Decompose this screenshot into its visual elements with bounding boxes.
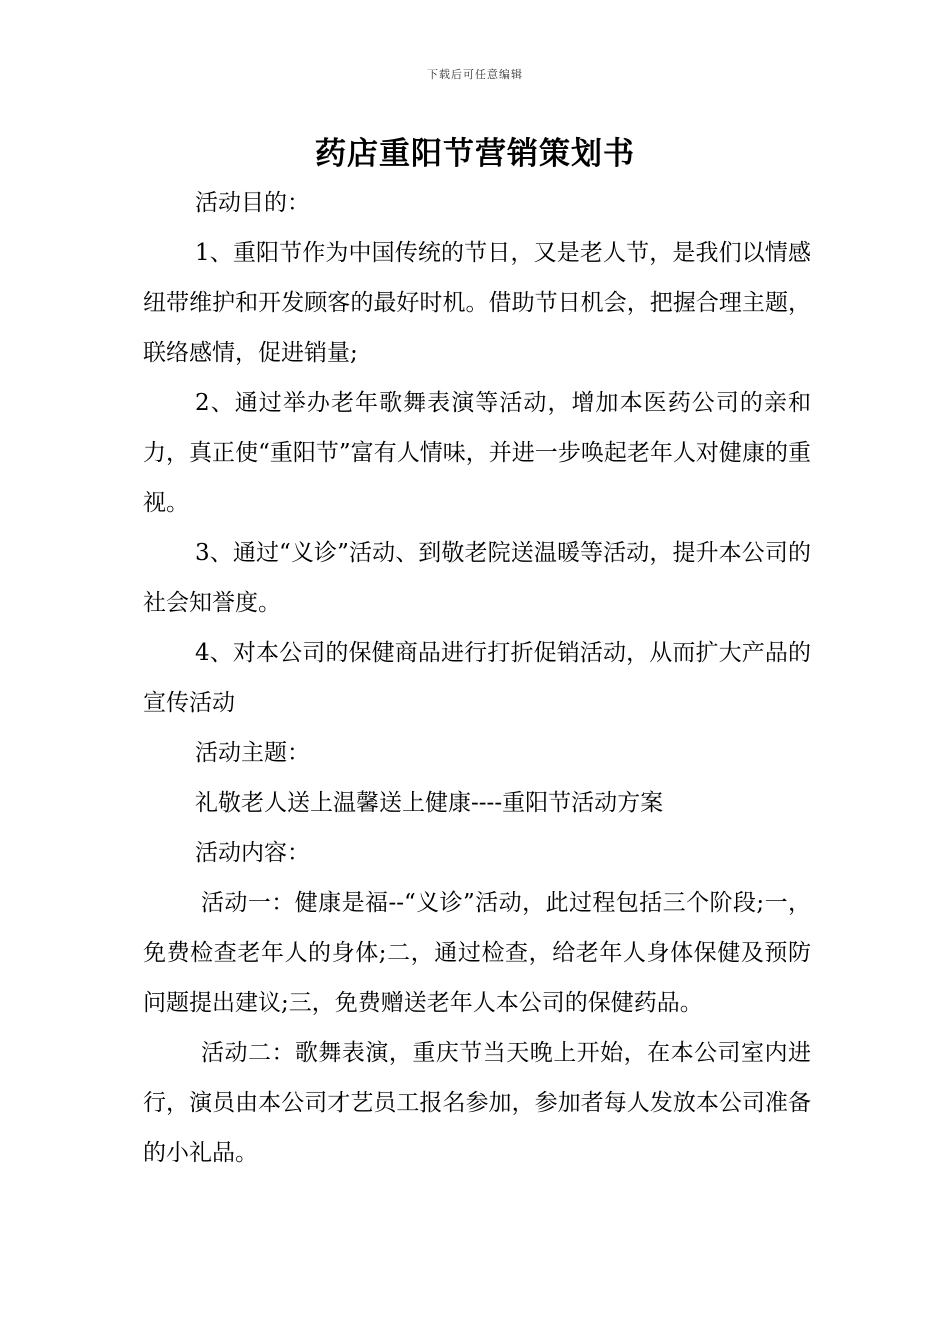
theme-heading: 活动主题： [195, 740, 310, 766]
activity-2: 活动二：歌舞表演，重庆节当天晚上开始，在本公司室内进行，演员由本公司才艺员工报名参加，参加者每人发放本公司准备的小礼品。 [143, 1040, 811, 1166]
document-title: 药店重阳节营销策划书 [315, 136, 635, 172]
activity-1: 活动一：健康是福--“义诊”活动，此过程包括三个阶段;一，免费检查老年人的身体;二，通过检查，给老年人身体保健及预防问题提出建议;三，免费赠送老年人本公司的保健药品。 [143, 890, 811, 1016]
header-note: 下载后可任意编辑 [427, 68, 523, 81]
purpose-heading: 活动目的： [195, 190, 310, 216]
content-heading: 活动内容： [195, 840, 310, 866]
purpose-item-2: 2、通过举办老年歌舞表演等活动，增加本医药公司的亲和力，真正使“重阳节”富有人情味，并进一步唤起老年人对健康的重视。 [143, 390, 811, 516]
theme-text: 礼敬老人送上温馨送上健康----重阳节活动方案 [195, 790, 664, 816]
document-body [143, 178, 811, 1178]
purpose-item-4: 4、对本公司的保健商品进行打折促销活动，从而扩大产品的宣传活动 [143, 640, 811, 716]
purpose-item-1: 1、重阳节作为中国传统的节日，又是老人节，是我们以情感纽带维护和开发顾客的最好时机。借助节日机会，把握合理主题，联络感情，促进销量; [143, 240, 811, 366]
purpose-item-3: 3、通过“义诊”活动、到敬老院送温暖等活动，提升本公司的社会知誉度。 [143, 540, 811, 616]
